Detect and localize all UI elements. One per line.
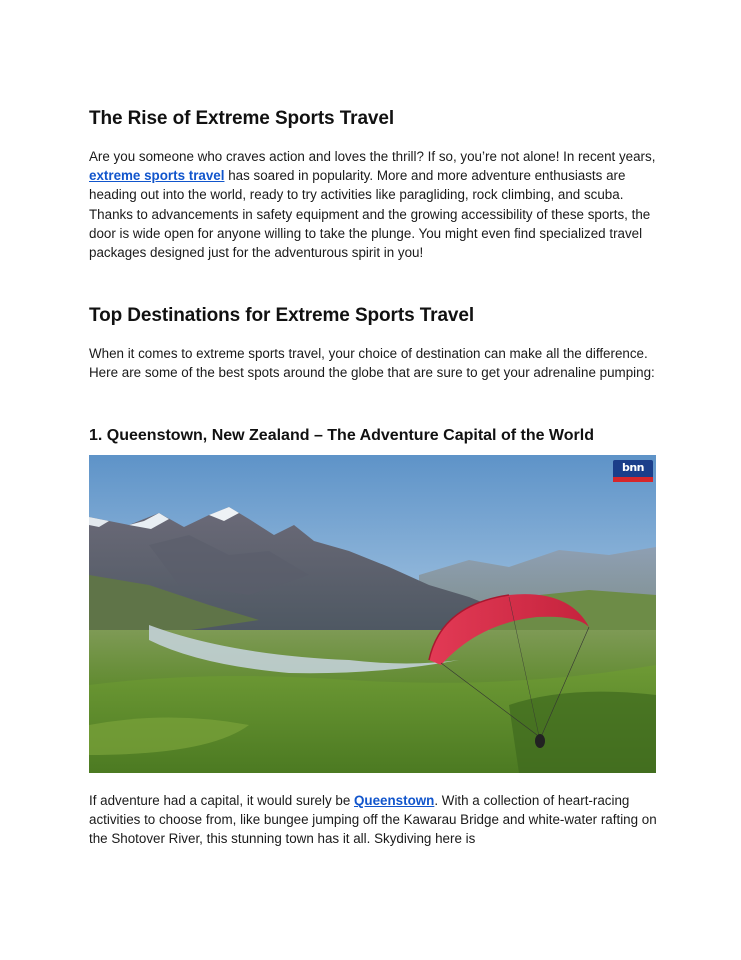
heading-top-destinations: Top Destinations for Extreme Sports Travel <box>89 305 475 326</box>
bnn-logo <box>613 460 653 482</box>
queenstown-text-end: . With a collection of heart-racing activities to choose from, like bungee jumping off the Kawarau Bridge and white-water rafting on the Shotover River, this stunning town has it all. Skydiving here is <box>89 793 657 847</box>
queenstown-text-start: If adventure had a capital, it would surely be <box>89 793 354 808</box>
photo-illustration <box>89 455 656 773</box>
heading-rise-extreme-sports: The Rise of Extreme Sports Travel <box>89 108 395 129</box>
intro-text-end: has soared in popularity. More and more adventure enthusiasts are heading out into the world, ready to try activities like paragliding, rock climbing, and scuba. Thanks to advancements in safety equipment and the growing accessibility of these sports, the door is wide open for anyone willing to take the plunge. You might even find specialized travel packages designed just for the adventurous spirit in you! <box>89 168 651 261</box>
heading-queenstown: 1. Queenstown, New Zealand – The Adventure Capital of the World <box>89 427 594 444</box>
bnn-logo-text: bnn <box>621 461 645 474</box>
queenstown-paragraph <box>89 791 659 849</box>
intro-text-start: Are you someone who craves action and loves the thrill? If so, you’re not alone! In recent years, <box>89 149 656 164</box>
pilot <box>535 734 545 748</box>
destinations-intro-paragraph: When it comes to extreme sports travel, your choice of destination can make all the difference. Here are some of the best spots around the globe that are sure to get your adrenaline pumping: <box>89 346 655 381</box>
bnn-logo-stripe <box>613 477 653 482</box>
trees <box>509 692 656 773</box>
intro-paragraph <box>89 147 659 262</box>
queenstown-link[interactable]: Queenstown <box>354 793 435 808</box>
extreme-sports-travel-link[interactable]: extreme sports travel <box>89 168 225 184</box>
queenstown-paragliding-photo <box>89 455 656 773</box>
